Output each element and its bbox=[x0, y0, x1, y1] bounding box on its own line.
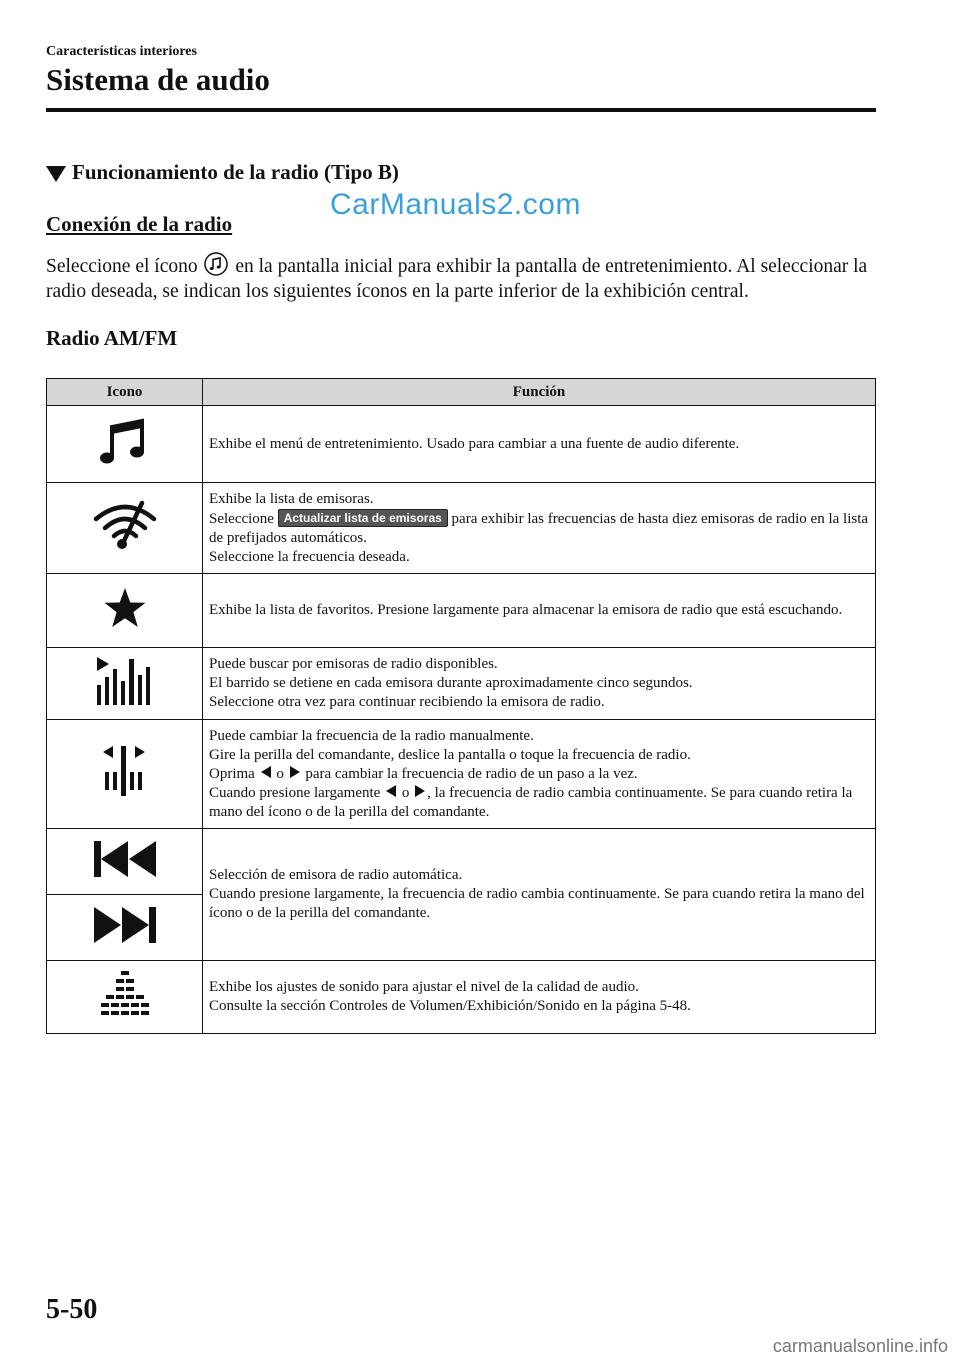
table-row bbox=[47, 829, 876, 895]
section-title: Funcionamiento de la radio (Tipo B) bbox=[72, 160, 399, 184]
chapter-label: Características interiores bbox=[46, 44, 197, 59]
tune-left-icon bbox=[259, 765, 273, 779]
row-music-text: Exhibe el menú de entretenimiento. Usado para cambiar a una fuente de audio diferente. bbox=[209, 435, 740, 452]
col-function-header: Función bbox=[203, 379, 876, 406]
sound-settings-icon bbox=[97, 969, 153, 1019]
scan-icon bbox=[94, 655, 156, 707]
row-tune-line-1: Puede cambiar la frecuencia de la radio manualmente. bbox=[209, 727, 534, 744]
row-scan-line-2: El barrido se detiene en cada emisora durante aproximadamente cinco segundos. bbox=[209, 675, 693, 691]
table-row bbox=[47, 574, 876, 648]
row-sound-line-2: Consulte la sección Controles de Volumen/Exhibición/Sonido en la página 5-48. bbox=[209, 998, 691, 1014]
row-tune-l4-mid: o bbox=[398, 784, 414, 801]
manual-tune-icon bbox=[101, 744, 149, 798]
footer-site: carmanualsonline.info bbox=[772, 1336, 948, 1356]
update-station-list-button: Actualizar lista de emisoras bbox=[278, 509, 448, 527]
row-list-text-post: para exhibir las frecuencias de hasta diez emisoras de radio en la lista de prefijados automáticos. bbox=[209, 510, 869, 546]
table-row bbox=[47, 648, 876, 720]
row-tune-l3-post: para cambiar la frecuencia de radio de un paso a la vez. bbox=[301, 765, 638, 782]
table-row bbox=[47, 961, 876, 1034]
intro-paragraph bbox=[46, 252, 876, 304]
row-tune-line-3 bbox=[209, 765, 869, 784]
favorite-star-icon bbox=[103, 586, 147, 630]
row-tune-l3-mid: o bbox=[272, 765, 288, 782]
seek-forward-icon bbox=[92, 904, 158, 946]
page-number: 5-50 bbox=[46, 1294, 98, 1325]
subsection-title: Conexión de la radio bbox=[46, 212, 233, 236]
tune-right-icon bbox=[413, 784, 427, 798]
col-icon-header: Icono bbox=[47, 379, 203, 406]
row-tune-l4-pre: Cuando presione largamente bbox=[209, 784, 385, 801]
title-rule bbox=[46, 108, 876, 112]
section-triangle-icon bbox=[46, 166, 66, 182]
entertainment-icon bbox=[204, 252, 228, 276]
station-list-icon bbox=[90, 497, 160, 553]
row-scan-line-1: Puede buscar por emisoras de radio disponibles. bbox=[209, 656, 498, 672]
page-title: Sistema de audio bbox=[46, 62, 270, 97]
row-list-line-1: Exhibe la lista de emisoras. bbox=[209, 490, 374, 507]
intro-text-1: Seleccione el ícono bbox=[46, 256, 203, 277]
row-seek-line-2: Cuando presione largamente, la frecuencia de radio cambia continuamente. Se para cuando retira la mano del ícono o de la perilla del comandante. bbox=[209, 886, 865, 921]
row-fav-text: Exhibe la lista de favoritos. Presione largamente para almacenar la emisora de radio que está escuchando. bbox=[209, 602, 843, 618]
table-row bbox=[47, 406, 876, 483]
tune-left-icon bbox=[384, 784, 398, 798]
band-label: Radio AM/FM bbox=[46, 326, 178, 350]
table-row bbox=[47, 720, 876, 829]
function-table bbox=[46, 378, 876, 1034]
section-heading bbox=[46, 160, 399, 185]
row-list-text-pre: Seleccione bbox=[209, 510, 278, 527]
row-sound-line-1: Exhibe los ajustes de sonido para ajustar el nivel de la calidad de audio. bbox=[209, 979, 639, 995]
tune-right-icon bbox=[288, 765, 302, 779]
row-seek-line-1: Selección de emisora de radio automática. bbox=[209, 867, 463, 883]
intro-text-2: en la pantalla inicial para exhibir la pantalla de entretenimiento. Al seleccionar la radio deseada, se indican los siguientes íconos en la parte inferior de la exhibición central. bbox=[46, 256, 868, 302]
row-tune-l3-pre: Oprima bbox=[209, 765, 259, 782]
table-header-row bbox=[47, 379, 876, 406]
row-scan-line-3: Seleccione otra vez para continuar recibiendo la emisora de radio. bbox=[209, 694, 605, 710]
watermark: CarManuals2.com bbox=[330, 188, 581, 221]
music-note-icon bbox=[98, 414, 152, 468]
row-list-line-3: Seleccione la frecuencia deseada. bbox=[209, 548, 410, 565]
seek-back-icon bbox=[92, 838, 158, 880]
row-tune-l4-post: , la frecuencia de radio cambia continuamente. Se para cuando retira la mano del ícono o de la perilla del comandante. bbox=[209, 784, 853, 820]
row-tune-line-2: Gire la perilla del comandante, deslice la pantalla o toque la frecuencia de radio. bbox=[209, 746, 691, 763]
table-row bbox=[47, 483, 876, 574]
